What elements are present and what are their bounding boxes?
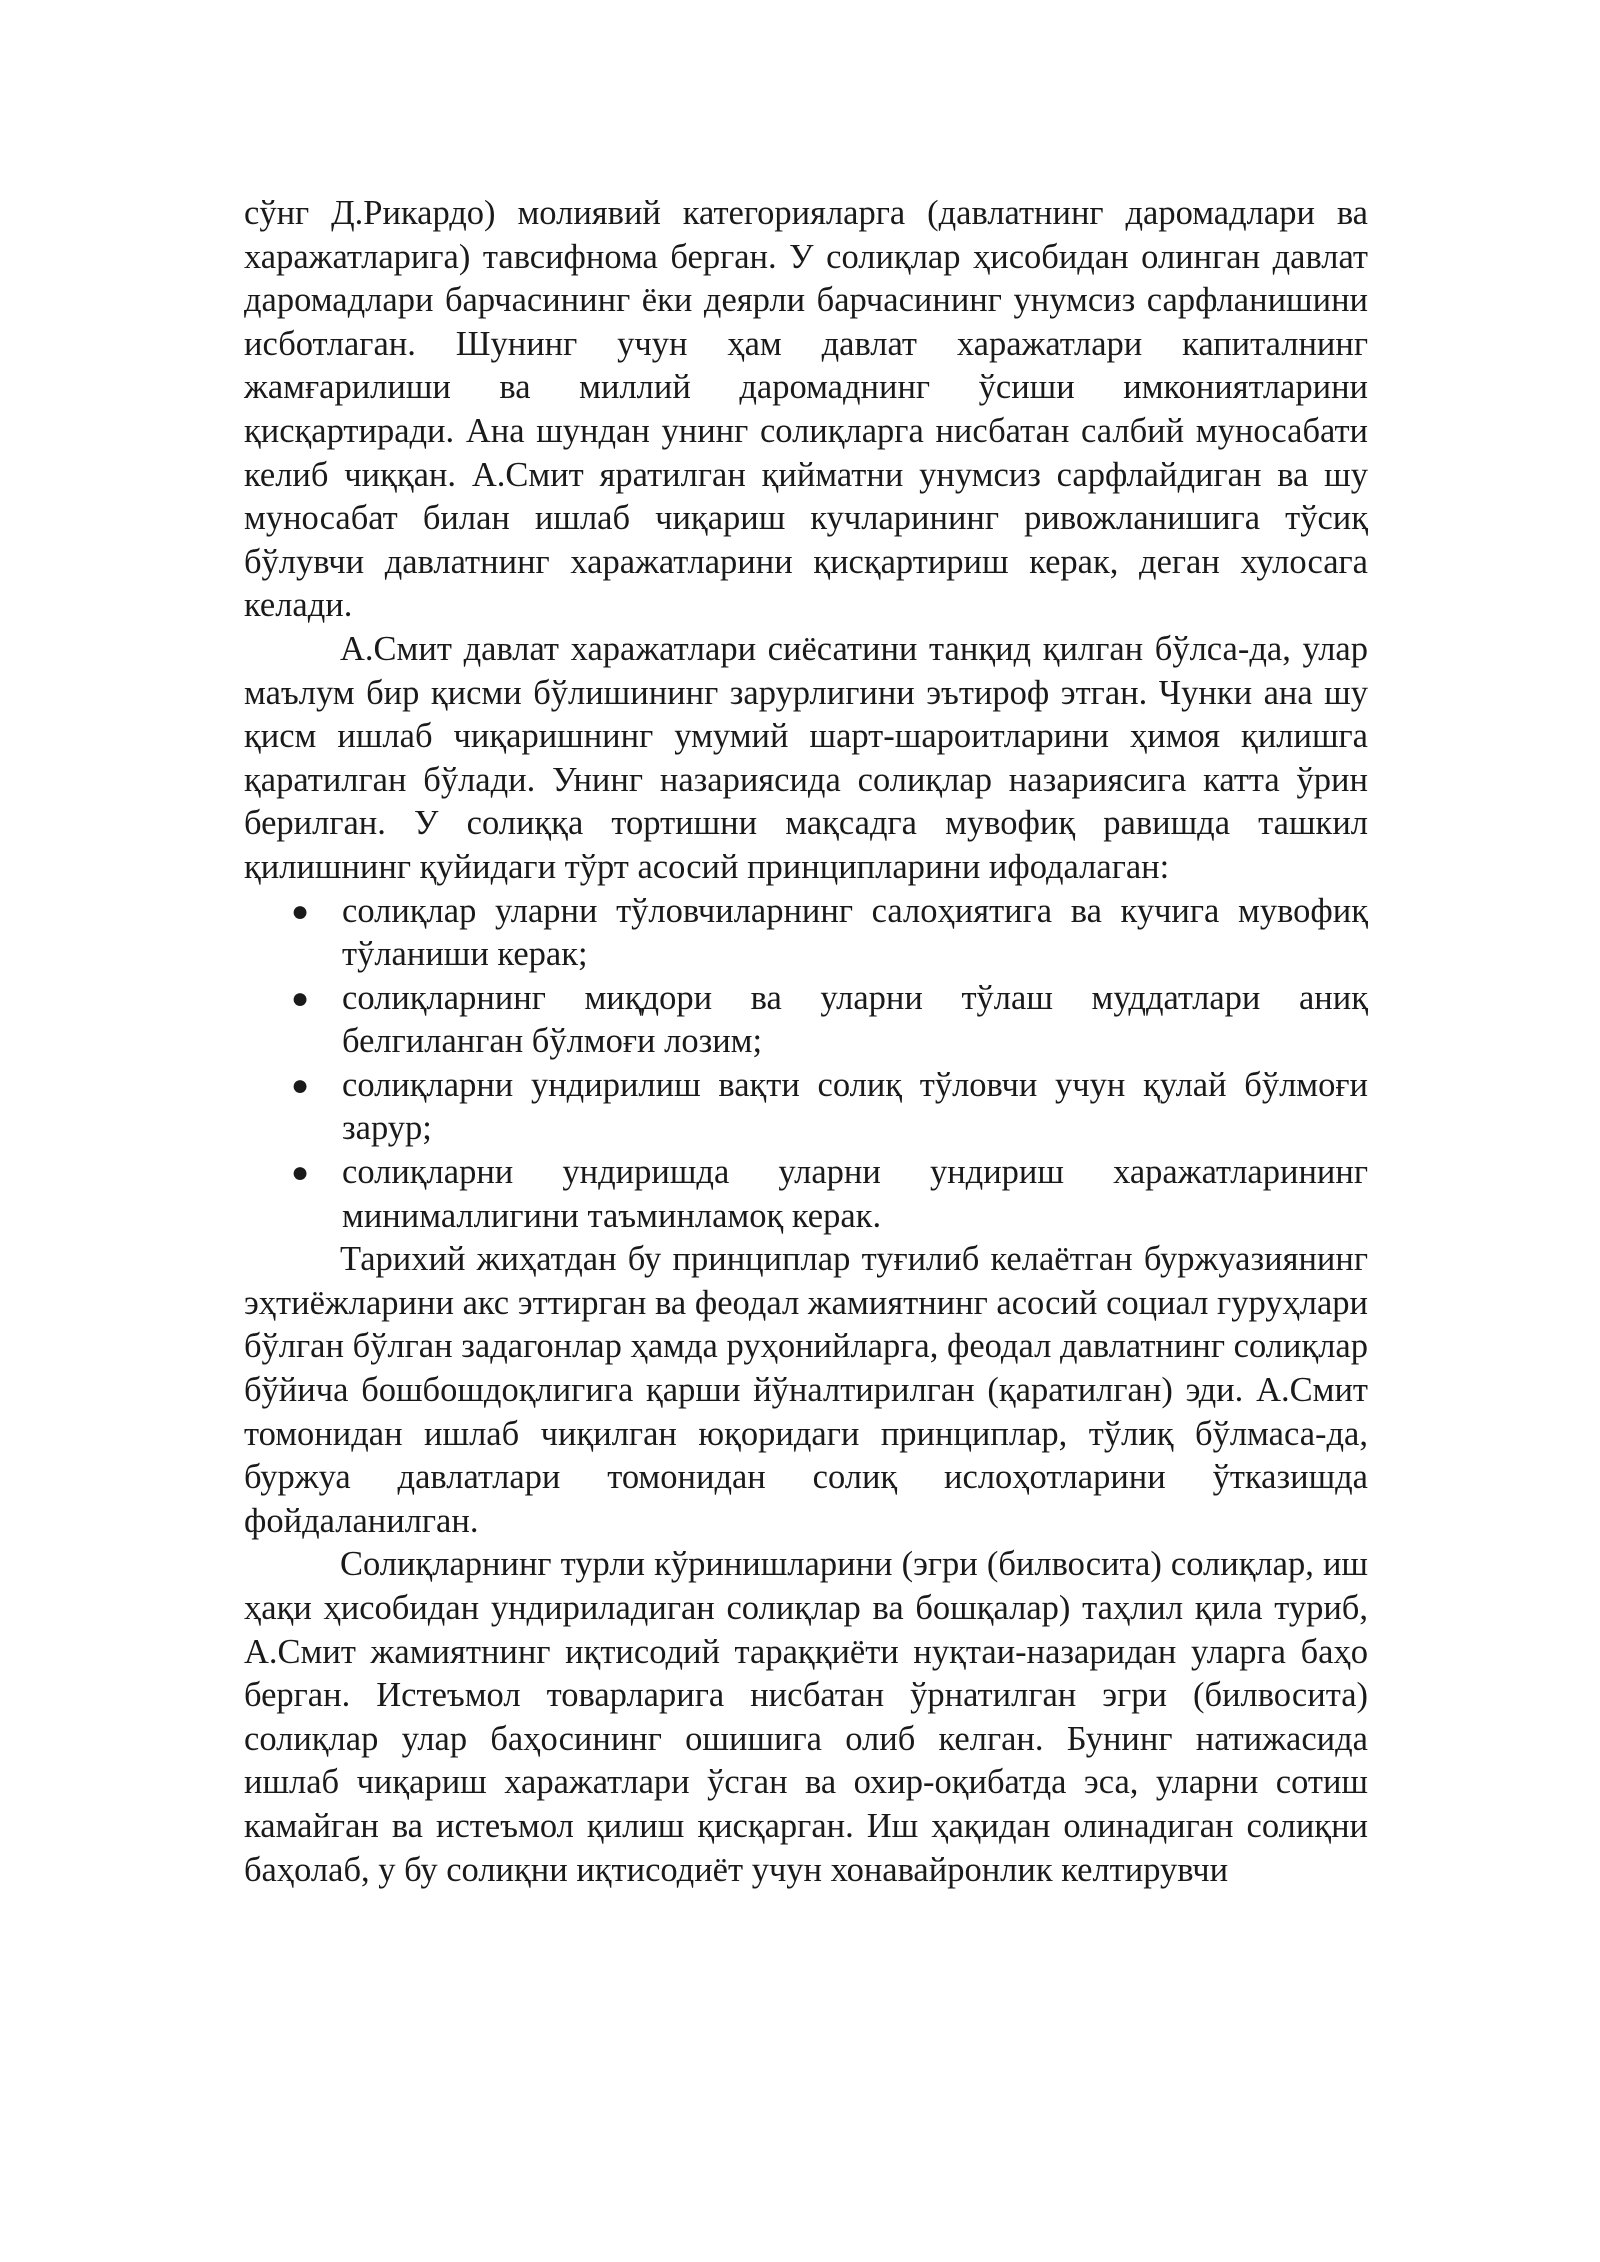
list-item	[244, 977, 1368, 1064]
bullet-icon: ●	[290, 981, 310, 1015]
paragraph-historical: Тарихий жиҳатдан бу принциплар туғилиб келаётган буржуазиянинг эҳтиёжларини акс эттирган ва феодал жамиятнинг асосий социал гуруҳлари бўлган бўлган задагонлар ҳамда руҳонийларга, феодал давлатнинг солиқлар бўйича бошбошдоқлигига қарши йўналтирилган (қаратилган) эди. А.Смит томонидан ишлаб чиқилган юқоридаги принциплар, тўлиқ бўлмаса-да, буржуа давлатлари томонидан солиқ ислоҳотларини ўтказишда фойдаланилган.	[244, 1240, 1368, 1540]
principles-list	[244, 890, 1368, 1239]
bullet-icon: ●	[290, 1156, 310, 1190]
list-item	[244, 1064, 1368, 1151]
list-item-text: солиқларнинг миқдори ва уларни тўлаш муддатлари аниқ белгиланган бўлмоғи лозим;	[342, 978, 1368, 1061]
paragraph-smith-expenditure: А.Смит давлат харажатлари сиёсатини танқид қилган бўлса-да, улар маълум бир қисми бўлишининг зарурлигини эътироф этган. Чунки ана шу қисм ишлаб чиқаришнинг умумий шарт-шароитларини ҳимоя қилишга қаратилган бўлади. Унинг назариясида солиқлар назариясига катта ўрин берилган. У солиққа тортишни мақсадга мувофиқ равишда ташкил қилишнинг қуйидаги тўрт асосий принципларини ифодалаган:	[244, 629, 1368, 886]
list-item-text: солиқларни ундиришда уларни ундириш харажатларининг минималлигини таъминламоқ керак.	[342, 1153, 1368, 1235]
document-page	[244, 192, 1368, 1892]
bullet-icon: ●	[290, 894, 310, 928]
list-item-text: солиқларни ундирилиш вақти солиқ тўловчи учун қулай бўлмоғи зарур;	[342, 1065, 1368, 1148]
list-item	[244, 1151, 1368, 1238]
paragraph-ricardo: сўнг Д.Рикардо) молиявий категорияларга (давлатнинг даромадлари ва харажатларига) тавсифнома берган. У солиқлар ҳисобидан олинган давлат даромадлари барчасининг ёки деярли барчасининг унумсиз сарфланишини исботлаган. Шунинг учун ҳам давлат харажатлари капиталнинг жамғарилиши ва миллий даромаднинг ўсиши имкониятларини қисқартиради. Ана шундан унинг солиқларга нисбатан салбий муносабати келиб чиққан. А.Смит яратилган қийматни унумсиз сарфлайдиган ва шу муносабат билан ишлаб чиқариш кучларининг ривожланишига тўсиқ бўлувчи давлатнинг харажатларини қисқартириш керак, деган хулосага келади.	[244, 194, 1368, 625]
bullet-icon: ●	[290, 1068, 310, 1102]
paragraph-tax-types: Солиқларнинг турли кўринишларини (эгри (билвосита) солиқлар, иш ҳақи ҳисобидан ундириладиган солиқлар ва бошқалар) таҳлил қила туриб, А.Смит жамиятнинг иқтисодий тараққиёти нуқтаи-назаридан уларга баҳо берган. Истеъмол товарларига нисбатан ўрнатилган эгри (билвосита) солиқлар улар баҳосининг ошишига олиб келган. Бунинг натижасида ишлаб чиқариш харажатлари ўсган ва охир-оқибатда эса, уларни сотиш камайган ва истеъмол қилиш қисқарган. Иш ҳақидан олинадиган солиқни баҳолаб, у бу солиқни иқтисодиёт учун хонавайронлик келтирувчи	[244, 1545, 1368, 1889]
list-item-text: солиқлар уларни тўловчиларнинг салоҳиятига ва кучига мувофиқ тўланиши керак;	[342, 891, 1368, 974]
list-item	[244, 890, 1368, 977]
